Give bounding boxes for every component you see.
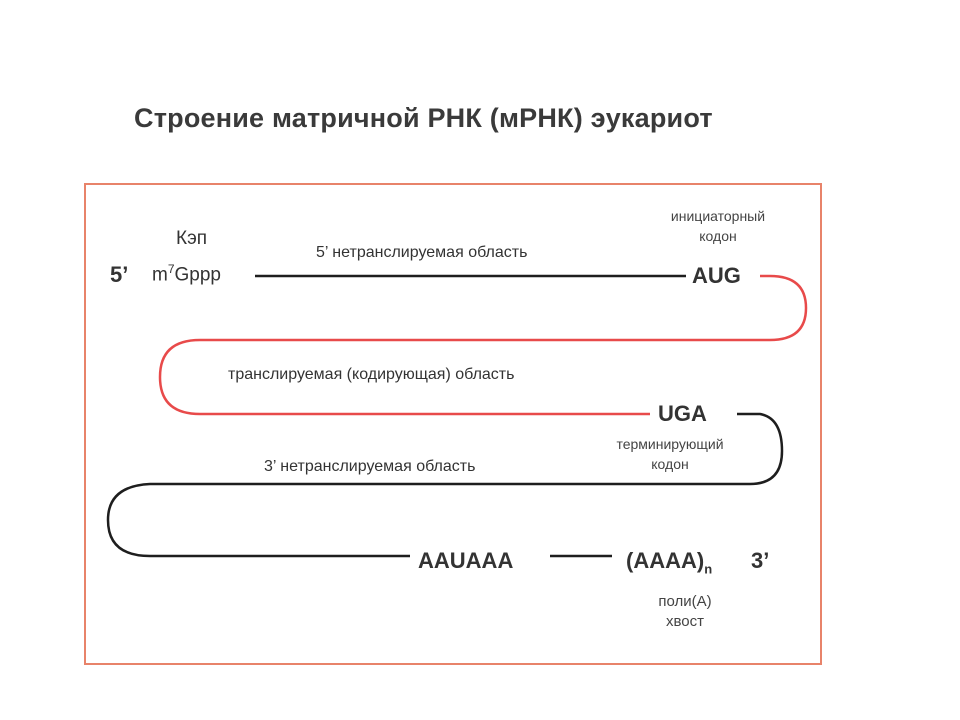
uga-codon-label: UGA xyxy=(658,401,707,426)
coding-region-path xyxy=(160,276,806,414)
utr5-label: 5’ нетранслируемая область xyxy=(316,244,528,261)
terminator-codon-caption: терминирующий кодон xyxy=(616,436,724,472)
aug-codon-label: AUG xyxy=(692,263,741,288)
polya-label: $(AAAA)_n$ xyxy=(626,548,713,577)
initiator-codon-caption: инициаторный кодон xyxy=(670,208,766,244)
coding-region-label: транслируемая (кодирующая) область xyxy=(228,366,515,383)
aauaaa-signal-label: AAUAAA xyxy=(418,548,514,573)
five-prime-end-label: 5’ xyxy=(110,262,129,287)
diagram-title: Строение матричной РНК (мРНК) эукариот xyxy=(134,103,713,133)
polya-tail-caption: поли(A) хвост xyxy=(658,593,712,630)
utr3-label: 3’ нетранслируемая область xyxy=(264,458,476,475)
cap-structure-label: $m^7Gppp$ xyxy=(152,262,221,286)
three-prime-end-label: 3’ xyxy=(751,548,770,573)
cap-label: Кэп xyxy=(176,228,208,249)
